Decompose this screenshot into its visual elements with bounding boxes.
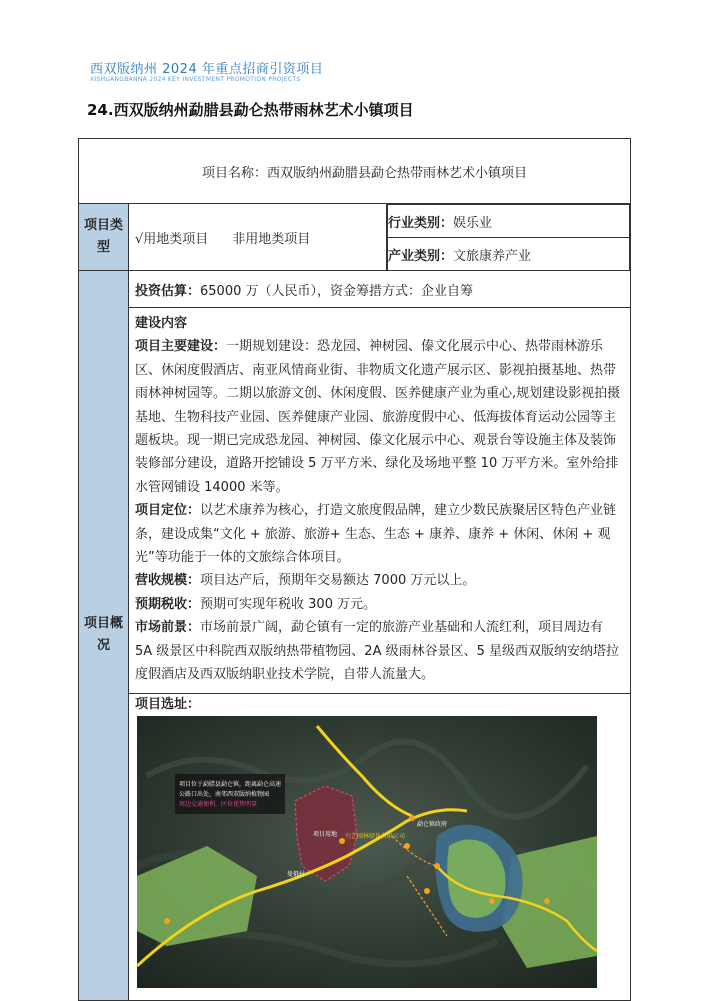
map-label-town: 勐仑镇政府: [417, 820, 448, 828]
revenue-text: 项目达产后，预期年交易额达 7000 万元以上。: [200, 573, 476, 589]
positioning-label: 项目定位：: [135, 503, 201, 519]
map-label-company: 兴艺园林绿化有限公司: [345, 832, 406, 840]
investment-row: [129, 271, 631, 308]
map-note-line-1: 项目位于勐腊县勐仑镇，距离勐仑高速: [179, 780, 282, 788]
project-table: [78, 138, 631, 1001]
sector-value: 文旅康养产业: [453, 248, 532, 264]
market-text: 市场前景广阔，勐仑镇有一定的旅游产业基础和人流红利，项目周边有 5A 级景区中科院西双版纳热带植物园、2A 级雨林谷景区、5 星级西双版纳安纳塔拉度假酒店及西双版纳职业技术学院，自带人流量大。: [135, 620, 619, 683]
map-note-line-2: 公路口出处，南邻西双版纳植物园: [179, 790, 270, 798]
poi-marker: [409, 815, 415, 821]
type-option-land: √用地类项目: [135, 231, 209, 247]
overview-label: 项目概况: [79, 271, 129, 1001]
construction-heading: 建设内容: [135, 316, 188, 331]
industry-label: 行业类别：: [388, 215, 454, 231]
tax-text: 预期可实现年税收 300 万元。: [200, 596, 377, 612]
document-title: 24.西双版纳州勐腊县勐仑热带雨林艺术小镇项目: [87, 101, 414, 119]
sector-label: 产业类别：: [388, 248, 454, 264]
sector-row: [388, 238, 630, 271]
poi-marker: [434, 863, 440, 869]
site-label: 项目选址：: [135, 696, 201, 712]
tax-label: 预期税收：: [135, 596, 201, 612]
revenue-label: 营收规模：: [135, 573, 201, 589]
site-map: [137, 716, 597, 988]
header-title-cn: 西双版纳州 2024 年重点招商引资项目: [90, 62, 324, 77]
poi-marker: [164, 918, 170, 924]
poi-marker: [424, 888, 430, 894]
invest-label: 投资估算：: [135, 283, 201, 299]
construction-content: [129, 308, 631, 694]
map-label-site: 项目用地: [313, 830, 338, 838]
project-name: 项目名称：西双版纳州勐腊县勐仑热带雨林艺术小镇项目: [79, 139, 631, 204]
site-cell: [129, 693, 631, 1000]
header-title-en: XISHUANGBANNA 2024 KEY INVESTMENT PROMOTION PROJECTS: [90, 76, 301, 83]
type-option-nonland: 非用地类项目: [232, 231, 311, 247]
project-type-options: [129, 204, 387, 271]
market-label: 市场前景：: [135, 620, 201, 636]
industry-value: 娱乐业: [453, 215, 493, 231]
main-construction-text: 一期规划建设：恐龙园、神树园、傣文化展示中心、热带雨林游乐区、休闲度假酒店、南亚风情商业街、非物质文化遗产展示区、影视拍摄基地、热带雨林神树园等。二期以旅游文创、休闲度假、医养健康产业为重心,规划建设影视拍摄基地、生物科技产业园、医养健康产业园、旅游度假中心、低海拔体育运动公园等主题板块。现一期已完成恐龙园、神树园、傣文化展示中心、观景台等设施主体及装饰装修部分建设，道路开挖铺设 5 万平方米、绿化及场地平整 10 万平方米。室外给排水管网铺设 14000 米等。: [135, 339, 621, 495]
main-construction-label: 项目主要建设：: [135, 339, 227, 355]
map-note-line-3: 周边交通便利，区位优势明显: [179, 800, 258, 808]
project-type-label: 项目类型: [79, 204, 129, 271]
map-label-village: 曼俄村: [287, 870, 306, 878]
category-cell: [387, 204, 631, 271]
poi-marker: [544, 898, 550, 904]
poi-marker: [489, 898, 495, 904]
invest-value: 65000 万（人民币），资金筹措方式：企业自筹: [200, 283, 474, 299]
positioning-text: 以艺术康养为核心，打造文旅度假品牌，建立少数民族聚居区特色产业链条，建设成集“文化 + 旅游、旅游+ 生态、生态 + 康养、康养 + 休闲、休闲 + 观光”等功能于一体的文旅综合体项目。: [135, 503, 617, 566]
poi-marker: [404, 843, 410, 849]
industry-row: [388, 205, 630, 238]
